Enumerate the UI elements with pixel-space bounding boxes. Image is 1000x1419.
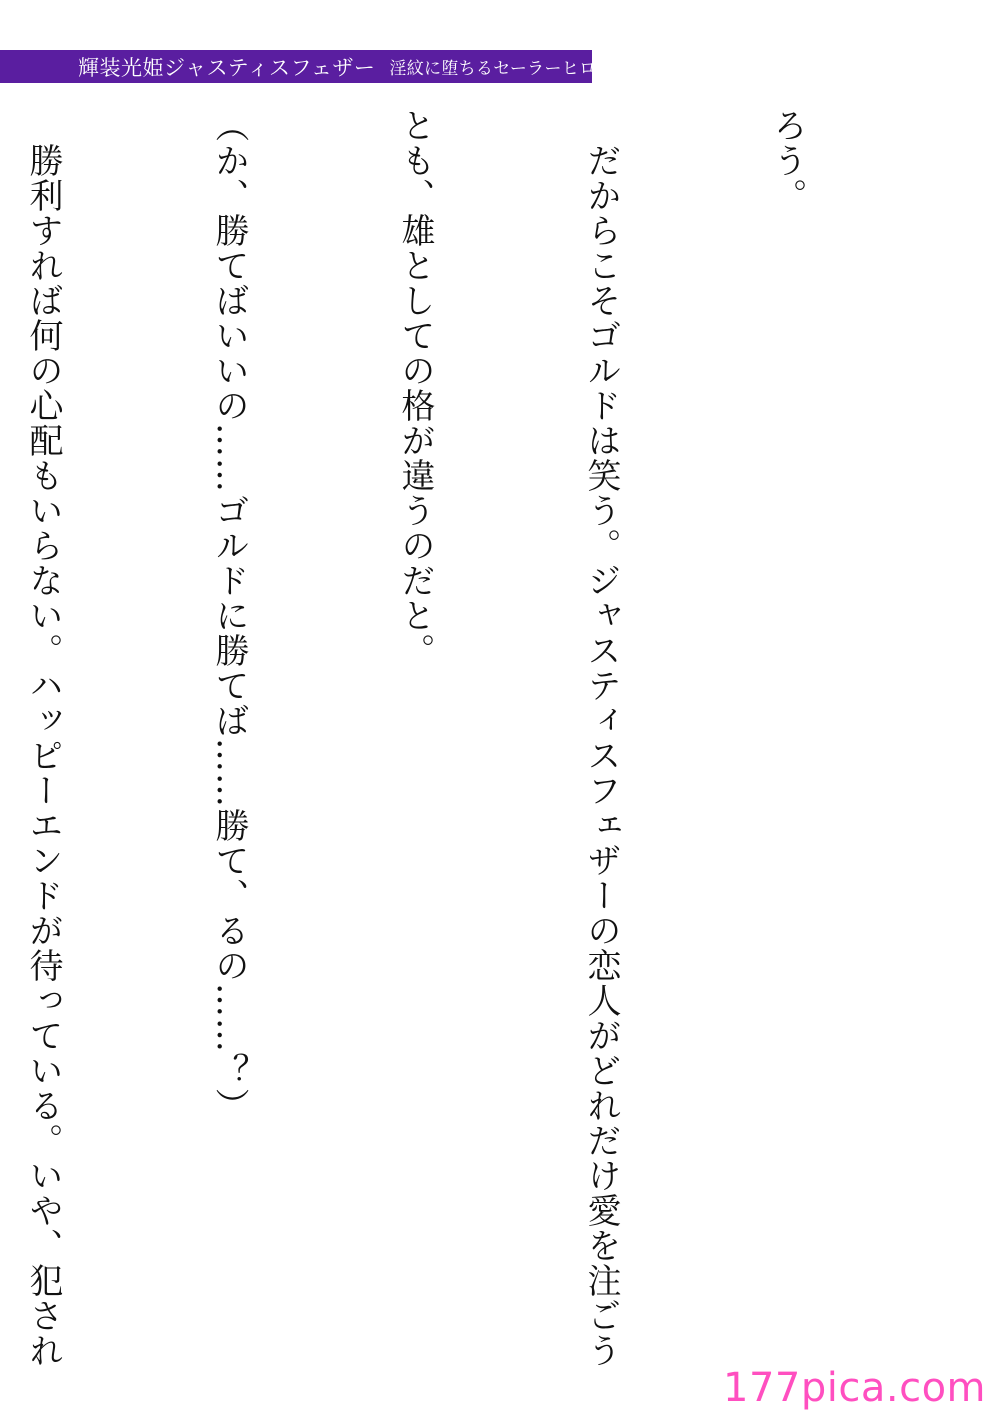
text-line: とも、雄としての格が違うのだと。: [395, 108, 435, 668]
text-line: 勝利すれば何の心配もいらない。ハッピーエンドが待っている。いや、犯され: [23, 108, 63, 1368]
book-title: 輝装光姫ジャスティスフェザー: [78, 55, 376, 80]
text-line: （か、勝てばいいの……ゴルドに勝てば……勝て、るの……？）: [209, 108, 249, 1123]
book-subtitle: 淫紋に堕ちるセーラーヒロイン: [389, 59, 631, 79]
site-watermark: 177pica.com: [723, 1365, 986, 1411]
text-line: ろう。: [767, 108, 807, 213]
running-header: [0, 50, 631, 83]
text-line: だからこそゴルドは笑う。ジャスティスフェザーの恋人がどれだけ愛を注ごう: [581, 108, 621, 1368]
vertical-body-text: [0, 108, 942, 1408]
